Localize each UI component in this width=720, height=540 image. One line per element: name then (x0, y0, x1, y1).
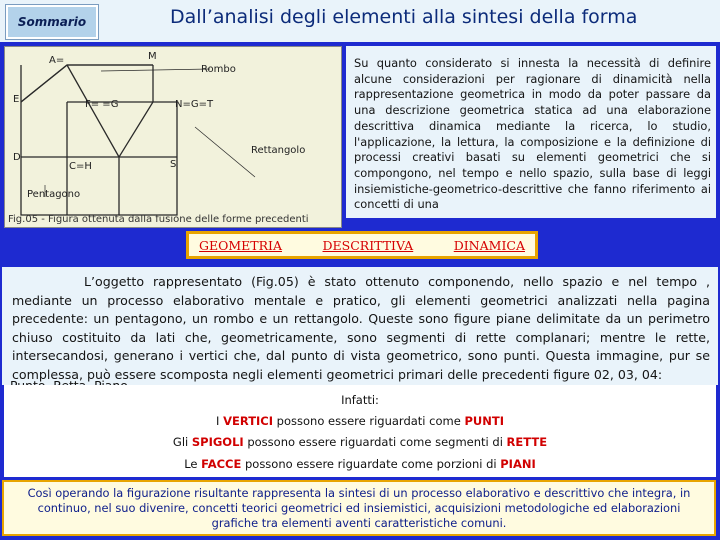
keyword-dinamica: DINAMICA (453, 237, 525, 253)
label-rettangolo: Rettangolo (251, 145, 306, 156)
keyword-descrittiva: DESCRITTIVA (322, 237, 414, 253)
figure-drawing (5, 47, 341, 227)
term-facce: FACCE (201, 457, 242, 471)
text-segment: I (216, 414, 224, 428)
keyword-geometria: GEOMETRIA (199, 237, 282, 253)
label-n: N=G=T (175, 99, 214, 110)
label-s: S (170, 159, 177, 170)
infatti-title: Infatti: (341, 393, 379, 407)
label-c: C=H (69, 161, 92, 172)
label-rombo: Rombo (201, 64, 236, 75)
stair (21, 157, 67, 215)
rombo-shape (67, 65, 153, 157)
infatti-line-facce (4, 457, 716, 471)
term-piani: PIANI (500, 457, 536, 471)
text-segment: Le (184, 457, 202, 471)
label-f: F= =G (85, 99, 119, 110)
summary-box (2, 480, 716, 536)
text-segment: possono essere riguardati come segmenti di (243, 435, 507, 449)
left-roof (21, 65, 67, 102)
keywords-box (186, 231, 538, 259)
header-bar (0, 0, 720, 42)
text-segment: possono essere riguardate come porzioni di (241, 457, 501, 471)
sommario-button[interactable]: Sommario (6, 5, 98, 39)
infatti-line-spigoli (4, 435, 716, 449)
label-a: A= (49, 55, 65, 66)
figure-panel (4, 46, 342, 228)
label-e: E (13, 94, 20, 105)
label-d: D (13, 152, 21, 163)
main-paragraph (12, 273, 710, 384)
text-segment: Gli (172, 435, 192, 449)
figure-caption: Fig.05 - Figura ottenuta dalla fusione delle forme precedenti (8, 214, 309, 225)
infatti-line-vertici (4, 414, 716, 428)
main-paragraph-text: L’oggetto rappresentato (Fig.05) è stato ottenuto componendo, nello spazio e nel tempo , mediante un processo elaborativo mentale e pratico, gli elementi geometrici analizzati nella pagina precedente: un pentagono, un rombo e un rettangolo. Queste sono figure piane delimitate da un perimetro chiuso costituito da lati che, geometricamente, sono segmenti di rette complanari; mentre le rette, intersecandosi, generano i vertici che, dal punto di vista geometrico, sono punti. Questa immagine, pur se complessa, può essere scomposta negli elementi geometrici primari delle precedenti figure 02, 03, 04: (12, 274, 710, 382)
infatti-panel (4, 385, 716, 477)
term-vertici: VERTICI (223, 414, 274, 428)
term-spigoli: SPIGOLI (191, 435, 244, 449)
label-pentagono: Pentagono (27, 189, 81, 200)
intro-text: Su quanto considerato si innesta la necessità di definire alcune considerazioni per ragionare di dinamicità nella rappresentazione geometrica in modo da poter passare da una descrizione geometrica statica ad una elaborazione descrittiva dinamica mediante la ricerca, lo studio, l'applicazione, la lettura, la composizione e la definizione di processi creativi basati su elementi geometrici che si compongono, nel tempo e nello spazio, sulla base di leggi insiemistiche-geometrico-descrittive che fanno riferimento ai concetti di una (354, 56, 711, 212)
label-m: M (148, 51, 157, 62)
term-rette: RETTE (506, 435, 548, 449)
page-title: Dall’analisi degli elementi alla sintesi della forma (170, 6, 638, 28)
term-punti: PUNTI (464, 414, 504, 428)
intro-panel (346, 46, 716, 218)
summary-text: Così operando la figurazione risultante rappresenta la sintesi di un processo elaborativo e descrittivo che integra, in continuo, nel suo divenire, concetti teorici geometrici ed insiemistici, acquisizioni metodologiche ed elaborazioni grafiche tra elementi aventi caratteristiche comuni. (27, 486, 691, 530)
main-paragraph-panel (2, 267, 718, 385)
inner-lines (67, 102, 177, 157)
text-segment: possono essere riguardati come (273, 414, 465, 428)
rettangolo-shape (119, 102, 177, 215)
